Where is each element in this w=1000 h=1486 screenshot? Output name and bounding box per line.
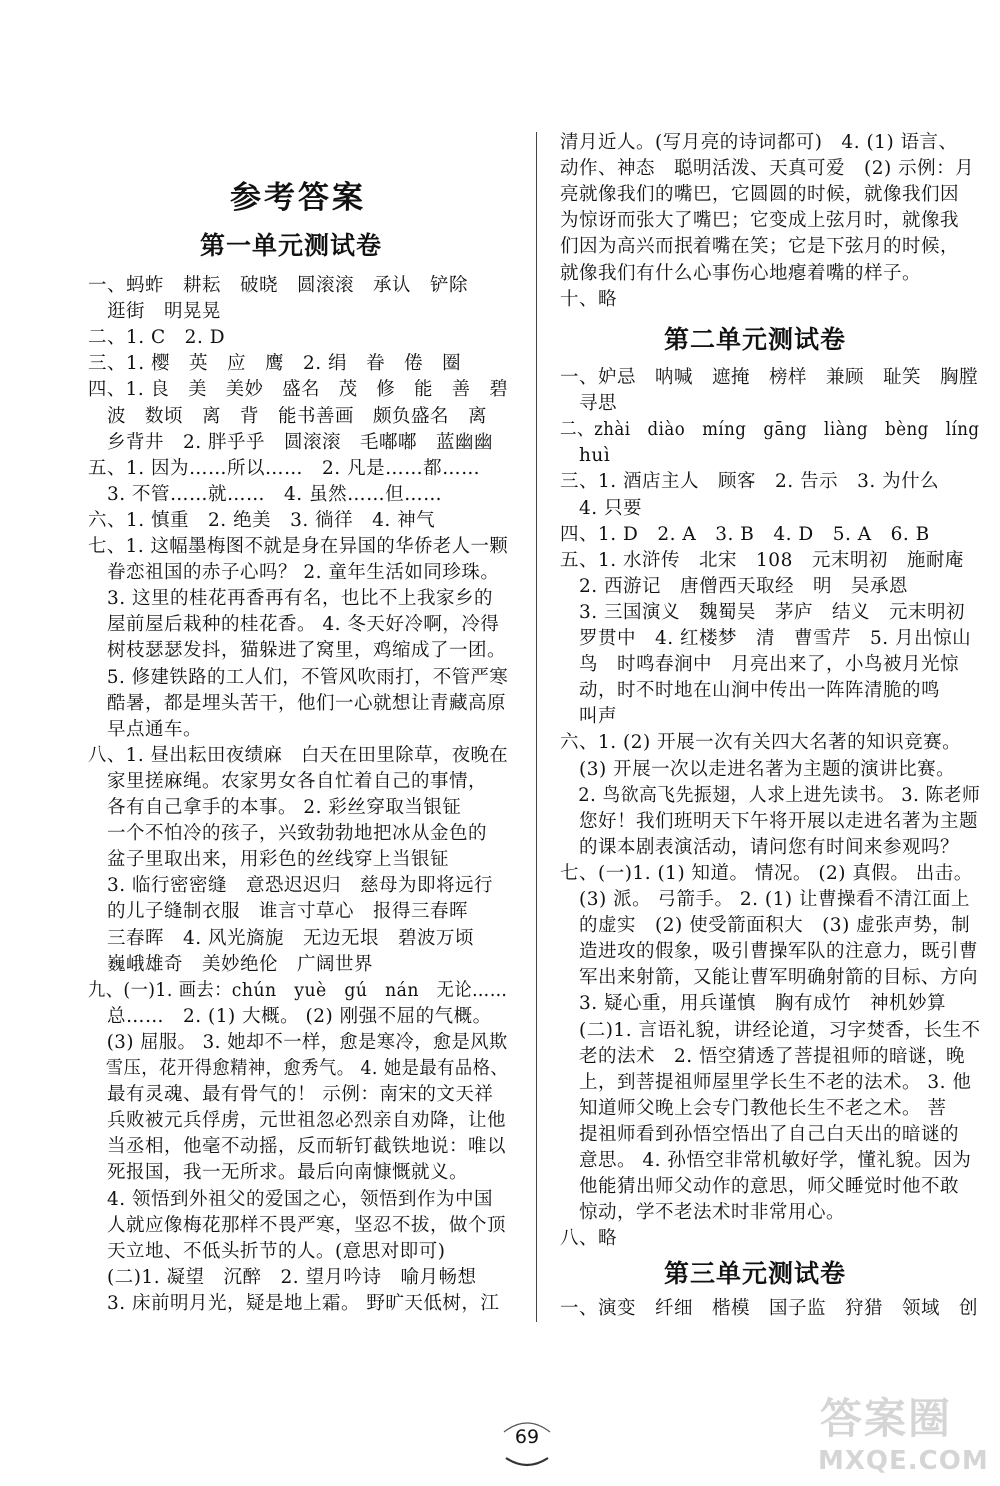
answer-line: 各有自己拿手的本事。 2. 彩丝穿取当银钲 [88,797,462,818]
answer-line: 一、蚂蚱 耕耘 破晓 圆滚滚 承认 铲除 [88,275,469,296]
answer-line: 十、略 [560,288,618,310]
answer-line: 上，到菩提祖师屋里学长生不老的法术。 3. 他 [560,1071,972,1093]
answer-line: 亮就像我们的嘴巴，它圆圆的时候，就像我们因 [560,184,960,206]
answer-line: 五、1. 水浒传 北宋 108 元末明初 施耐庵 [560,549,964,571]
answer-line: 死报国，我一无所求。最后向南慷慨就义。 [88,1162,469,1184]
answer-line: 为惊讶而张大了嘴巴；它变成上弦月时，就像我 [560,210,960,232]
answer-line: 的儿子缝制衣服 谁言寸草心 报得三春晖 [88,901,469,923]
answer-line: 造进攻的假象，吸引曹操军队的注意力，既引曹 [560,941,979,963]
column-divider [536,132,537,1322]
answer-line: 三、1. 樱 英 应 鹰 2. 绢 眷 倦 圈 [88,353,462,375]
answer-line: 3. 临行密密缝 意恐迟迟归 慈母为即将远行 [88,875,494,897]
answer-line: 3. 这里的桂花再香再有名，也比不上我家乡的 [88,588,494,610]
answer-line: 4. 领悟到外祖父的爱国之心，领悟到作为中国 [88,1188,494,1210]
answer-line: 九、(一)1. 画去：chún yuè gú nán 无论…… [88,979,508,1001]
answer-line: 眷恋祖国的赤子心吗？ 2. 童年生活如同珍珠。 [88,562,500,584]
answer-line: 们因为高兴而抿着嘴在笑；它是下弦月的时候， [560,236,960,258]
answer-line: 一、妒忌 呐喊 遮掩 榜样 兼顾 耻笑 胸膛 [560,367,979,388]
answer-line: 巍峨雄奇 美妙绝伦 广阔世界 [88,953,374,975]
answer-line: 七、1. 这幅墨梅图不就是身在异国的华侨老人一颗 [88,536,509,557]
watermark-logo [812,1386,992,1482]
answer-line: 的课本剧表演活动，请问您有时间来参观吗？ [560,836,960,858]
answer-line: (二)1. 凝望 沉醉 2. 望月吟诗 喻月畅想 [88,1266,477,1288]
answer-line: 逛街 明晃晃 [88,301,222,323]
answer-line: (3) 开展一次以走进名著为主题的演讲比赛。 [560,758,956,780]
answer-line: 酷暑，都是埋头苦干，他们一心就想让青藏高原 [88,692,507,714]
answer-line: 三春晖 4. 风光旖旎 无边无垠 碧波万顷 [88,927,475,949]
answer-line: 罗贯中 4. 红楼梦 清 曹雪芹 5. 月出惊山 [560,628,972,649]
answer-line: 家里搓麻绳。农家男女各自忙着自己的事情， [88,770,488,792]
answer-line: 乡背井 2. 胖乎乎 圆滚滚 毛嘟嘟 蓝幽幽 [88,431,494,453]
answer-line: 一、演变 纤细 楷模 国子监 狩猎 领域 创 [560,1298,979,1319]
answer-line: (3) 屈服。 3. 她却不一样，愈是寒冷，愈是风欺 [88,1031,508,1053]
answer-line: 八、1. 昼出耘田夜绩麻 白天在田里除草，夜晚在 [88,744,509,766]
answer-line: 您好！我们班明天下午将开展以走进名著为主题 [560,810,979,832]
answer-line: 树枝瑟瑟发抖，猫躲进了窝里，鸡缩成了一团。 [88,640,507,662]
answer-line: 清月近人。(写月亮的诗词都可) 4. (1) 语言、 [560,132,958,153]
watermark-top-text: 答案圈 [820,1394,953,1443]
answer-line: 早点通车。 [88,718,203,740]
answer-line: 5. 修建铁路的工人们，不管风吹雨打，不管严寒 [88,666,509,688]
answer-line: 动，时不时地在山涧中传出一阵阵清脆的鸣 [560,680,941,702]
answer-line: (二)1. 言语礼貌，讲经论道，习字焚香，长生不 [560,1019,981,1041]
answer-line: 二、zhài diào míng gāng liàng bèng líng [560,419,980,441]
answer-line: 天立地、不低头折节的人。(意思对即可) [88,1240,446,1262]
answer-line: 他能猜出师父动作的意思，师父睡觉时他不敢 [560,1176,960,1198]
answer-line: 当丞相，他毫不动摇，反而斩钉截铁地说：唯以 [88,1136,507,1158]
answer-line: (3) 派。 弓箭手。 2. (1) 让曹操看不清江面上 [560,889,970,910]
answer-line: 兵败被元兵俘虏，元世祖忽必烈亲自劝降，让他 [88,1110,507,1132]
answer-line: 七、(一)1. (1) 知道。 情况。 (2) 真假。 出击。 [560,862,973,884]
answer-line: 最有灵魂、最有骨气的！ 示例：南宋的文天祥 [88,1084,494,1106]
answer-line: 四、1. D 2. A 3. B 4. D 5. A 6. B [560,523,930,545]
answer-line: 的虚实 (2) 使受箭面积大 (3) 虚张声势，制 [560,915,971,937]
answer-line: 知道师父晚上会专门教他长生不老之术。 菩 [560,1097,947,1119]
answer-line: 老的法术 2. 悟空猜透了菩提祖师的暗谜，晚 [560,1045,966,1067]
answer-line: huì [560,445,611,467]
answer-line: 五、1. 因为……所以…… 2. 凡是……都…… [88,457,481,479]
answer-line: 惊动，学不老法术时非常用心。 [560,1202,846,1224]
answer-line: 3. 床前明月光，疑是地上霜。 野旷天低树，江 [88,1292,500,1314]
unit-2-heading: 第二单元测试卷 [664,325,847,354]
answer-line: 就像我们有什么心事伤心地瘪着嘴的样子。 [560,262,922,284]
answer-line: 六、1. 慎重 2. 绝美 3. 徜徉 4. 神气 [88,509,436,531]
answer-line: 六、1. (2) 开展一次有关四大名著的知识竞赛。 [560,732,962,754]
answer-line: 2. 西游记 唐僧西天取经 明 吴承恩 [560,575,909,597]
answer-line: 人就应像梅花那样不畏严寒，坚忍不拔，做个顶 [88,1214,507,1236]
page-title: 参考答案 [230,180,366,216]
answer-line: 动作、神态 聪明活泼、天真可爱 (2) 示例：月 [560,158,975,180]
answer-line: 提祖师看到孙悟空悟出了自己白天出的暗谜的 [560,1123,960,1145]
answer-line: 总…… 2. (1) 大概。 (2) 刚强不屈的气概。 [88,1005,492,1027]
answer-line: 波 数顷 离 背 能书善画 颇负盛名 离 [88,405,488,427]
answer-line: 四、1. 良 美 美妙 盛名 茂 修 能 善 碧 [88,379,509,401]
answer-line: 鸟 时鸣春涧中 月亮出来了，小鸟被月光惊 [560,654,960,676]
answer-line: 2. 鸟欲高飞先振翅，人求上进先读书。 3. 陈老师 [560,784,981,806]
page-number-text: 69 [514,1426,540,1448]
answer-line: 雪压，花开得愈精神，愈秀气。 4. 她是最有品格、 [88,1058,509,1079]
answer-line: 寻思 [560,393,618,415]
answer-line: 3. 疑心重，用兵谨慎 胸有成竹 神机妙算 [560,993,947,1015]
answer-line: 二、1. C 2. D [88,327,226,349]
answer-line: 屋前屋后栽种的桂花香。 4. 冬天好冷啊，冷得 [88,614,500,636]
answer-line: 叫声 [560,706,618,728]
answer-line: 三、1. 酒店主人 顾客 2. 告示 3. 为什么 [560,471,940,493]
answer-line: 一个不怕冷的孩子，兴致勃勃地把冰从金色的 [88,823,488,845]
answer-line: 军出来射箭，又能让曹军明确射箭的目标、方向 [560,967,979,989]
answer-line: 意思。 4. 孙悟空非常机敏好学，懂礼貌。因为 [560,1150,972,1171]
page-number [500,1418,554,1468]
answer-line: 3. 三国演义 魏蜀吴 茅庐 结义 元末明初 [560,601,966,623]
answer-line: 八、略 [560,1228,618,1250]
watermark-bottom-text: MXQE.COM [818,1446,989,1476]
unit-1-heading: 第一单元测试卷 [200,231,383,260]
answer-line: 4. 只要 [560,497,643,519]
answer-line: 3. 不管……就…… 4. 虽然……但…… [88,483,443,505]
answer-line: 盆子里取出来，用彩色的丝线穿上当银钲 [88,849,450,871]
unit-3-heading: 第三单元测试卷 [664,1259,847,1288]
